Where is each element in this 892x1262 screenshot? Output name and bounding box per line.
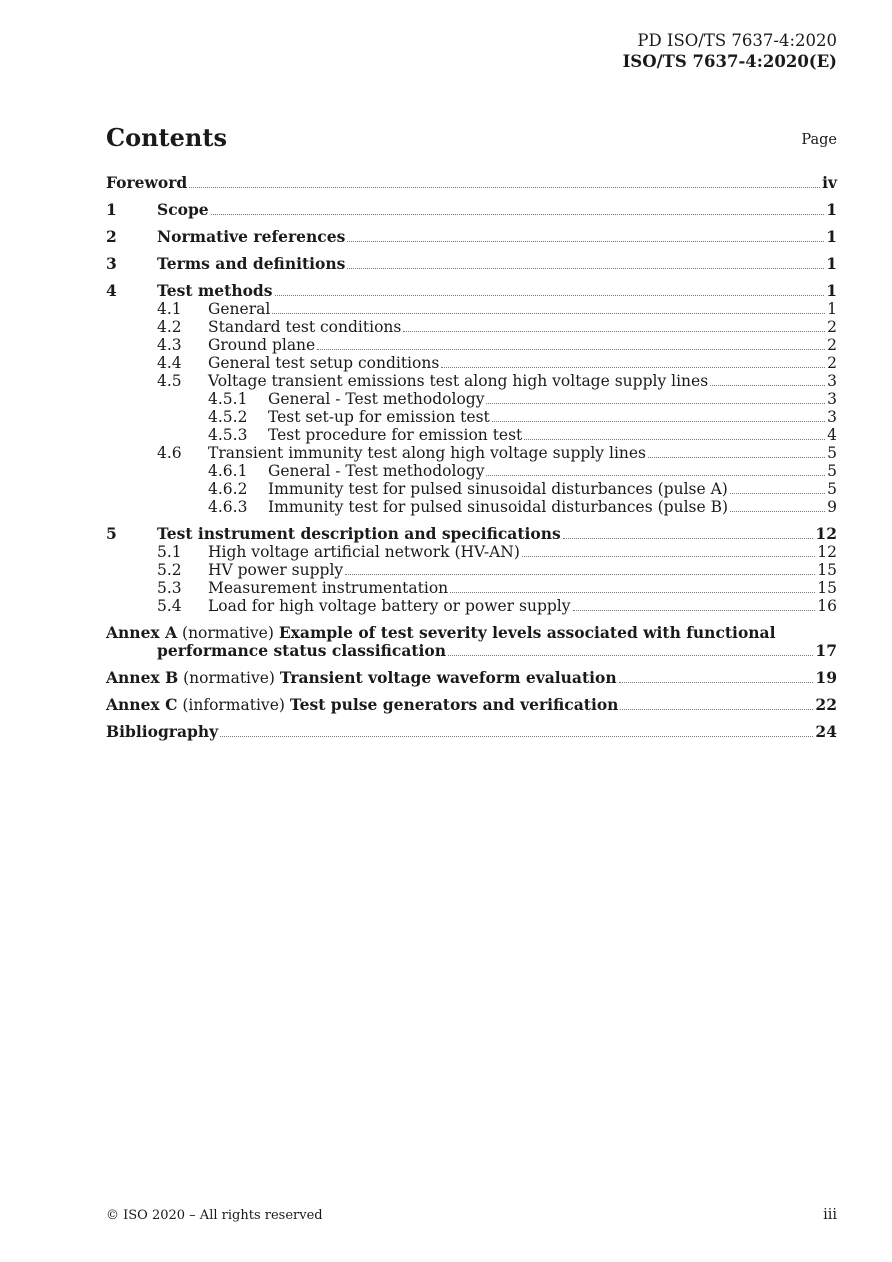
- toc-entry-bibliography[interactable]: [106, 723, 837, 741]
- toc-entry-page: 3: [827, 372, 837, 390]
- dot-leader: [272, 300, 825, 314]
- toc-entry-title: Immunity test for pulsed sinusoidal disturbances (pulse A): [268, 480, 728, 498]
- footer-page-number: iii: [823, 1207, 837, 1223]
- dot-leader: [620, 696, 813, 710]
- toc-entry[interactable]: [106, 498, 837, 516]
- toc-entry-number: 2: [106, 227, 117, 246]
- toc-entry-number: 4.2: [157, 318, 182, 336]
- annex-type: (informative): [182, 696, 285, 714]
- toc-entry-title: Transient immunity test along high voltage supply lines: [208, 444, 647, 462]
- toc-entry[interactable]: [106, 318, 837, 336]
- toc-entry-number: 4.6.2: [208, 480, 248, 498]
- toc-entry[interactable]: [106, 228, 837, 246]
- toc-entry-foreword[interactable]: [106, 174, 837, 192]
- toc-entry[interactable]: [106, 282, 837, 300]
- annex-title: Test pulse generators and verification: [289, 695, 619, 714]
- dot-leader: [730, 498, 825, 512]
- dot-leader: [345, 561, 815, 575]
- dot-leader: [524, 426, 825, 440]
- toc-entry-page: 3: [827, 390, 837, 408]
- dot-leader: [275, 282, 825, 296]
- toc-entry-title: Standard test conditions: [208, 318, 402, 336]
- toc-entry-title: General - Test methodology: [268, 462, 485, 480]
- toc-entry-page: 9: [827, 498, 837, 516]
- toc-entry-title: General test setup conditions: [208, 354, 440, 372]
- toc-entry-page: 4: [827, 426, 837, 444]
- toc-entry-page: 5: [827, 462, 837, 480]
- dot-leader: [448, 642, 813, 656]
- toc-entry-number: 4.5.2: [208, 408, 248, 426]
- toc-entry-page: 2: [827, 318, 837, 336]
- toc-entry-title: Test methods: [157, 281, 273, 300]
- dot-leader: [522, 543, 815, 557]
- annex-label: Annex B: [106, 668, 179, 687]
- toc-entry-number: 4.5.3: [208, 426, 248, 444]
- toc-entry[interactable]: [106, 525, 837, 543]
- toc-entry-number: 4.3: [157, 336, 182, 354]
- annex-title: Example of test severity levels associated with functional: [278, 623, 776, 642]
- dot-leader: [710, 372, 825, 386]
- toc-entry-number: 5.2: [157, 561, 182, 579]
- toc-entry[interactable]: [106, 561, 837, 579]
- toc-entry-title: Load for high voltage battery or power supply: [208, 597, 571, 615]
- toc-entry-title: Test instrument description and specifications: [157, 524, 561, 543]
- dot-leader: [403, 318, 825, 332]
- toc-entry[interactable]: [106, 300, 837, 318]
- table-of-contents: [106, 174, 837, 741]
- toc-entry-page: 22: [815, 695, 837, 714]
- toc-entry-page: 16: [817, 597, 837, 615]
- toc-entry-page: 1: [827, 300, 837, 318]
- dot-leader: [441, 354, 825, 368]
- toc-entry-title: HV power supply: [208, 561, 344, 579]
- toc-entry[interactable]: [106, 390, 837, 408]
- footer-copyright: © ISO 2020 – All rights reserved: [106, 1208, 323, 1223]
- toc-entry-page: 12: [815, 524, 837, 543]
- toc-entry-title: Ground plane: [208, 336, 316, 354]
- toc-entry[interactable]: [106, 255, 837, 273]
- toc-entry[interactable]: [106, 372, 837, 390]
- header-publication-ref: PD ISO/TS 7637-4:2020: [637, 31, 837, 50]
- toc-entry[interactable]: [106, 597, 837, 615]
- dot-leader: [347, 255, 824, 269]
- dot-leader: [220, 723, 813, 737]
- toc-entry-annex[interactable]: [106, 624, 837, 660]
- toc-entry-number: 4.6: [157, 444, 182, 462]
- toc-entry-title: General: [208, 300, 271, 318]
- toc-entry-page: 2: [827, 336, 837, 354]
- toc-entry[interactable]: [106, 444, 837, 462]
- toc-entry-title: Voltage transient emissions test along high voltage supply lines: [208, 372, 709, 390]
- toc-entry-page: 2: [827, 354, 837, 372]
- toc-entry[interactable]: [106, 543, 837, 561]
- toc-entry-page: 1: [826, 254, 837, 273]
- dot-leader: [573, 597, 816, 611]
- toc-entry-number: 4: [106, 281, 117, 300]
- dot-leader: [450, 579, 815, 593]
- page-column-label: Page: [801, 132, 837, 148]
- toc-entry-page: 19: [815, 668, 837, 687]
- page-title: Contents: [106, 123, 227, 152]
- toc-entry-page: 1: [826, 200, 837, 219]
- toc-entry-page: 5: [827, 480, 837, 498]
- annex-label: Annex C: [106, 695, 178, 714]
- header-document-ref: ISO/TS 7637-4:2020(E): [622, 52, 837, 71]
- toc-entry-number: 4.5.1: [208, 390, 248, 408]
- dot-leader: [486, 462, 825, 476]
- toc-entry[interactable]: [106, 480, 837, 498]
- toc-entry-number: 5: [106, 524, 117, 543]
- toc-entry-page: iv: [822, 173, 837, 192]
- toc-entry-title: Test procedure for emission test: [268, 426, 523, 444]
- toc-entry[interactable]: [106, 408, 837, 426]
- toc-entry-page: 15: [817, 579, 837, 597]
- toc-entry-number: 3: [106, 254, 117, 273]
- toc-entry-page: 3: [827, 408, 837, 426]
- toc-entry-number: 1: [106, 200, 117, 219]
- toc-entry[interactable]: [106, 336, 837, 354]
- annex-title: Transient voltage waveform evaluation: [279, 668, 617, 687]
- toc-entry-number: 5.3: [157, 579, 182, 597]
- toc-entry-title: High voltage artificial network (HV-AN): [208, 543, 520, 561]
- dot-leader: [317, 336, 825, 350]
- dot-leader: [730, 480, 825, 494]
- toc-entry-page: 15: [817, 561, 837, 579]
- toc-entry-annex[interactable]: [106, 669, 837, 687]
- toc-entry-number: 5.4: [157, 597, 182, 615]
- toc-entry-title: Normative references: [157, 227, 346, 246]
- dot-leader: [347, 228, 824, 242]
- dot-leader: [563, 525, 814, 539]
- toc-entry-page: 17: [815, 641, 837, 660]
- toc-entry-page: 1: [826, 227, 837, 246]
- toc-entry[interactable]: [106, 354, 837, 372]
- toc-entry-page: 1: [826, 281, 837, 300]
- toc-entry-page: 12: [817, 543, 837, 561]
- dot-leader: [619, 669, 814, 683]
- toc-entry-title: Test set-up for emission test: [268, 408, 490, 426]
- toc-entry[interactable]: [106, 462, 837, 480]
- toc-entry-number: 5.1: [157, 543, 182, 561]
- annex-type: (normative): [182, 624, 274, 642]
- dot-leader: [211, 201, 825, 215]
- toc-entry-number: 4.1: [157, 300, 182, 318]
- toc-entry-annex[interactable]: [106, 696, 837, 714]
- toc-entry-title: Scope: [157, 200, 209, 219]
- dot-leader: [189, 174, 820, 188]
- toc-entry-title: Immunity test for pulsed sinusoidal disturbances (pulse B): [268, 498, 729, 516]
- annex-label: Annex A: [106, 623, 178, 642]
- dot-leader: [486, 390, 825, 404]
- toc-entry-page: 24: [815, 722, 837, 741]
- toc-entry-title: Measurement instrumentation: [208, 579, 449, 597]
- dot-leader: [648, 444, 825, 458]
- toc-entry[interactable]: [106, 579, 837, 597]
- dot-leader: [492, 408, 825, 422]
- toc-entry[interactable]: [106, 201, 837, 219]
- toc-entry[interactable]: [106, 426, 837, 444]
- toc-entry-number: 4.6.3: [208, 498, 248, 516]
- toc-entry-title: Bibliography: [106, 722, 219, 741]
- toc-entry-number: 4.5: [157, 372, 182, 390]
- toc-entry-page: 5: [827, 444, 837, 462]
- toc-entry-number: 4.6.1: [208, 462, 248, 480]
- toc-entry-title: Foreword: [106, 173, 188, 192]
- toc-entry-title: Terms and definitions: [157, 254, 346, 273]
- annex-type: (normative): [183, 669, 275, 687]
- annex-title-continued: performance status classification: [157, 641, 447, 660]
- toc-entry-number: 4.4: [157, 354, 182, 372]
- toc-entry-title: General - Test methodology: [268, 390, 485, 408]
